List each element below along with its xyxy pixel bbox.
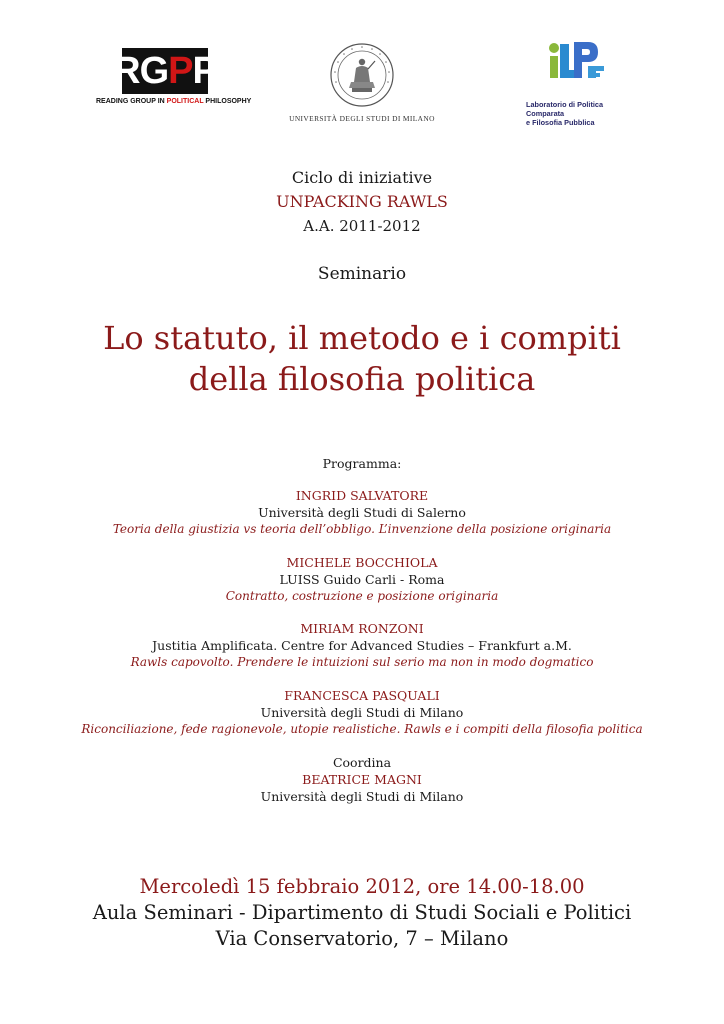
speaker-name: MICHELE BOCCHIOLA — [286, 555, 438, 570]
seminar-title-line1: Lo statuto, il metodo e i compiti — [103, 319, 621, 357]
speaker-affiliation: Università degli Studi di Milano — [260, 705, 464, 720]
talk-title: Riconciliazione, fede ragionevole, utopie realistiche. Rawls e i compiti della filosofia politica — [81, 722, 643, 736]
talk-title: Teoria della giustizia vs teoria dell’obbligo. L’invenzione della posizione originaria — [112, 522, 612, 536]
cycle-label: Ciclo di iniziative — [291, 168, 433, 187]
event-date: Mercoledì 15 febbraio 2012, ore 14.00-18.00 — [139, 875, 585, 898]
program-heading: Programma: — [322, 456, 402, 471]
talk-title: Contratto, costruzione e posizione originaria — [225, 589, 499, 603]
university-logo — [270, 42, 454, 123]
speaker-name: INGRID SALVATORE — [295, 488, 429, 503]
lpf-caption-line1: Laboratorio di Politica Comparata — [526, 100, 604, 118]
academic-year: A.A. 2011-2012 — [303, 217, 421, 235]
chair-block — [0, 754, 724, 805]
lpf-logo-icon — [522, 38, 618, 94]
university-caption: UNIVERSITÀ DEGLI STUDI DI MILANO — [289, 114, 435, 123]
speaker-affiliation: Justitia Amplificata. Centre for Advanced Studies – Frankfurt a.M. — [152, 638, 572, 653]
event-room: Aula Seminari - Dipartimento di Studi Sociali e Politici — [92, 901, 632, 924]
university-seal-icon — [325, 42, 399, 108]
event-address: Via Conservatorio, 7 – Milano — [215, 927, 509, 950]
speaker-block — [0, 554, 724, 605]
lpf-logo — [522, 38, 632, 127]
speaker-name: FRANCESCA PASQUALI — [284, 688, 440, 703]
rgpp-logo-subtitle: READING GROUP IN POLITICAL PHILOSOPHY — [96, 98, 252, 105]
series-name: UNPACKING RAWLS — [276, 192, 448, 211]
lpf-caption — [526, 100, 632, 127]
lpf-caption-line2: e Filosofia Pubblica — [526, 118, 595, 127]
speaker-block — [0, 487, 724, 538]
rgpp-logo-mark: RG P P — [122, 48, 208, 94]
seminar-title-line2: della filosofia politica — [188, 360, 536, 398]
talk-title: Rawls capovolto. Prendere le intuizioni sul serio ma non in modo dogmatico — [130, 655, 594, 669]
chair-label: Coordina — [332, 755, 392, 770]
speaker-block — [0, 620, 724, 671]
speaker-affiliation: Università degli Studi di Salerno — [258, 505, 466, 520]
chair-affiliation: Università degli Studi di Milano — [260, 789, 464, 804]
seminar-title — [0, 318, 724, 400]
rgpp-logo — [96, 48, 252, 105]
speaker-affiliation: LUISS Guido Carli - Roma — [279, 572, 445, 587]
speaker-block — [0, 687, 724, 738]
event-type: Seminario — [317, 264, 407, 284]
speaker-name: MIRIAM RONZONI — [300, 621, 424, 636]
chair-name: BEATRICE MAGNI — [302, 772, 422, 787]
